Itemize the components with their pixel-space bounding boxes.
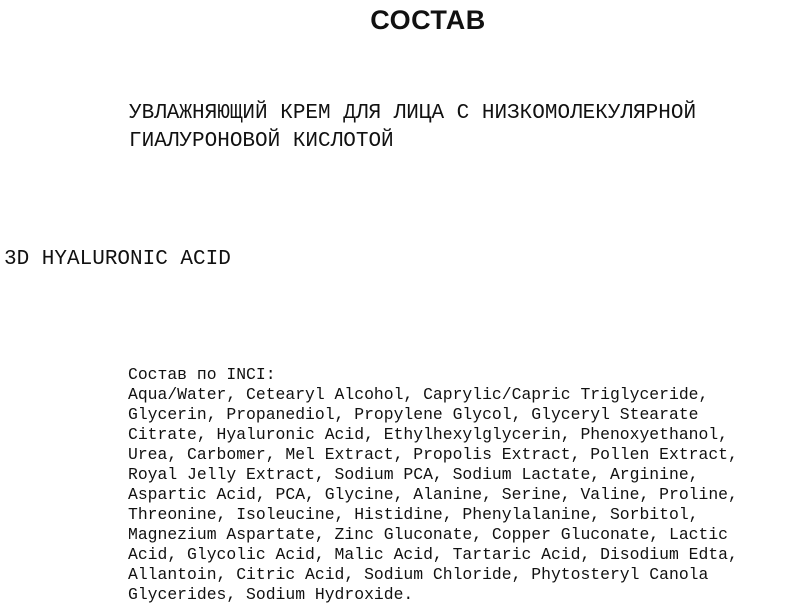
inci-line: Glycerides, Sodium Hydroxide. (128, 585, 414, 604)
inci-line: Aspartic Acid, PCA, Glycine, Alanine, Serine, Valine, Proline, (128, 485, 738, 504)
product-line-name: 3D HYALURONIC ACID (4, 248, 231, 271)
inci-line: Acid, Glycolic Acid, Malic Acid, Tartaric Acid, Disodium Edta, (128, 545, 738, 564)
inci-line: Royal Jelly Extract, Sodium PCA, Sodium Lactate, Arginine, (128, 465, 699, 484)
inci-line: Magnezium Aspartate, Zinc Gluconate, Copper Gluconate, Lactic (128, 525, 728, 544)
inci-ingredients (128, 365, 808, 605)
inci-line: Urea, Carbomer, Mel Extract, Propolis Extract, Pollen Extract, (128, 445, 738, 464)
inci-line: Citrate, Hyaluronic Acid, Ethylhexylglycerin, Phenoxyethanol, (128, 425, 728, 444)
inci-heading: Состав по INCI: (128, 365, 276, 384)
product-name-line: УВЛАЖНЯЮЩИЙ КРЕМ ДЛЯ ЛИЦА С НИЗКОМОЛЕКУЛЯРНОЙ (129, 102, 697, 125)
page-title: СОСТАВ (370, 5, 486, 35)
inci-line: Allantoin, Citric Acid, Sodium Chloride, Phytosteryl Canola (128, 565, 709, 584)
product-name (129, 100, 808, 156)
inci-line: Glycerin, Propanediol, Propylene Glycol, Glyceryl Stearate (128, 405, 699, 424)
inci-line: Threonine, Isoleucine, Histidine, Phenylalanine, Sorbitol, (128, 505, 699, 524)
inci-line: Aqua/Water, Cetearyl Alcohol, Caprylic/Capric Triglyceride, (128, 385, 709, 404)
product-name-line: ГИАЛУРОНОВОЙ КИСЛОТОЙ (129, 130, 394, 153)
